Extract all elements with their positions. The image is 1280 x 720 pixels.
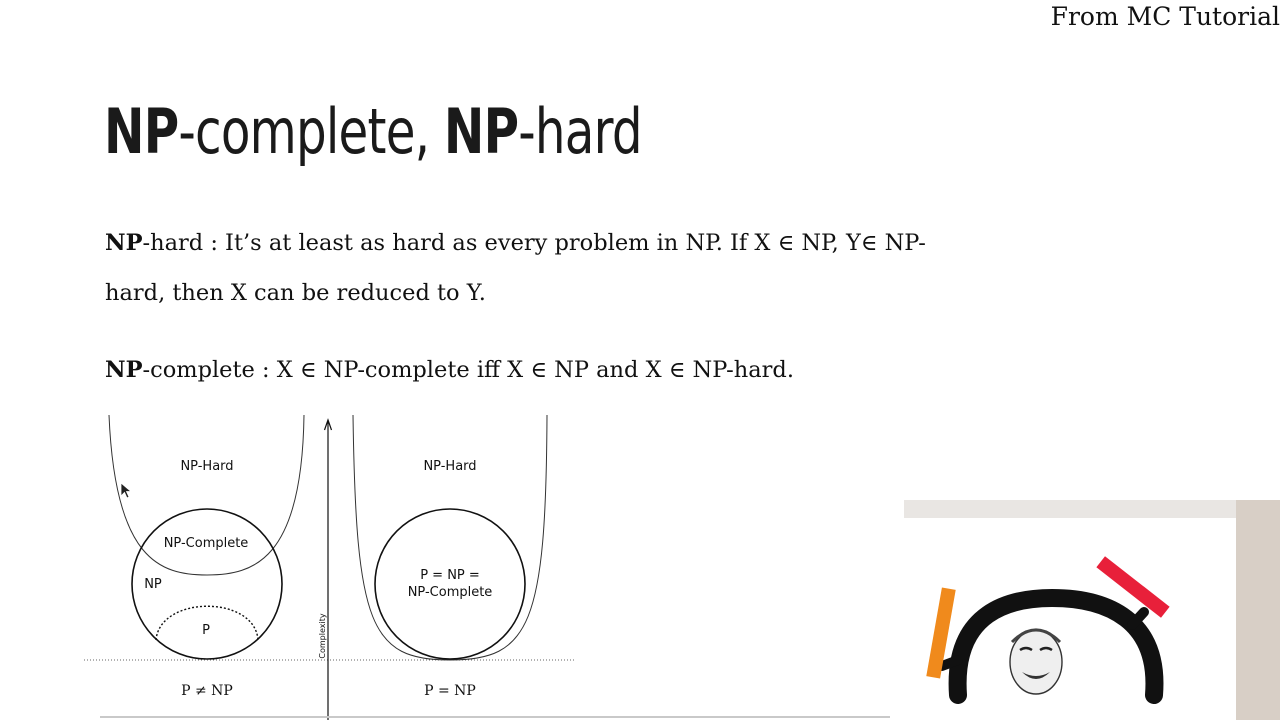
title-np-bold-1: NP: [104, 95, 179, 168]
right-merged-label-1: P = NP =: [420, 568, 480, 583]
np-hard-text-1: -hard : It’s at least as hard as every problem in NP. If X ∈ NP, Y∈ NP-: [142, 230, 926, 256]
slide-bottom-edge: [100, 716, 890, 718]
watermark-text: From MC Tutorial: [1050, 2, 1280, 31]
mouse-cursor-icon: [120, 482, 134, 500]
left-caption: P ≠ NP: [181, 683, 233, 699]
meme-left-arm: [942, 660, 958, 666]
left-np-hard-label: NP-Hard: [180, 459, 234, 474]
slide-title: [104, 92, 642, 172]
title-complete: -complete,: [178, 95, 444, 168]
complexity-diagram: [80, 410, 580, 720]
left-p-label: P: [202, 623, 210, 638]
webcam-overlay: [892, 500, 1280, 720]
right-merged-circle: [375, 509, 525, 659]
np-complete-text: -complete : X ∈ NP-complete iff X ∈ NP and X ∈ NP-hard.: [142, 357, 794, 383]
right-np-hard-curve: [353, 415, 547, 660]
np-hard-term: NP: [105, 230, 143, 256]
title-hard: -hard: [518, 95, 642, 168]
np-hard-definition-line1: [105, 230, 926, 256]
left-np-label: NP: [144, 577, 162, 592]
meme-face: [1010, 630, 1062, 694]
np-complete-term: NP: [105, 357, 143, 383]
right-np-hard-label: NP-Hard: [423, 459, 477, 474]
right-merged-label-2: NP-Complete: [407, 585, 493, 600]
np-complete-definition: [105, 357, 794, 383]
left-np-complete-label: NP-Complete: [163, 536, 249, 551]
np-hard-definition-line2: hard, then X can be reduced to Y.: [105, 280, 486, 306]
right-caption: P = NP: [424, 683, 476, 699]
title-np-bold-2: NP: [443, 95, 519, 168]
axis-label: Complexity: [318, 613, 327, 659]
meme-sticker: [892, 500, 1280, 720]
